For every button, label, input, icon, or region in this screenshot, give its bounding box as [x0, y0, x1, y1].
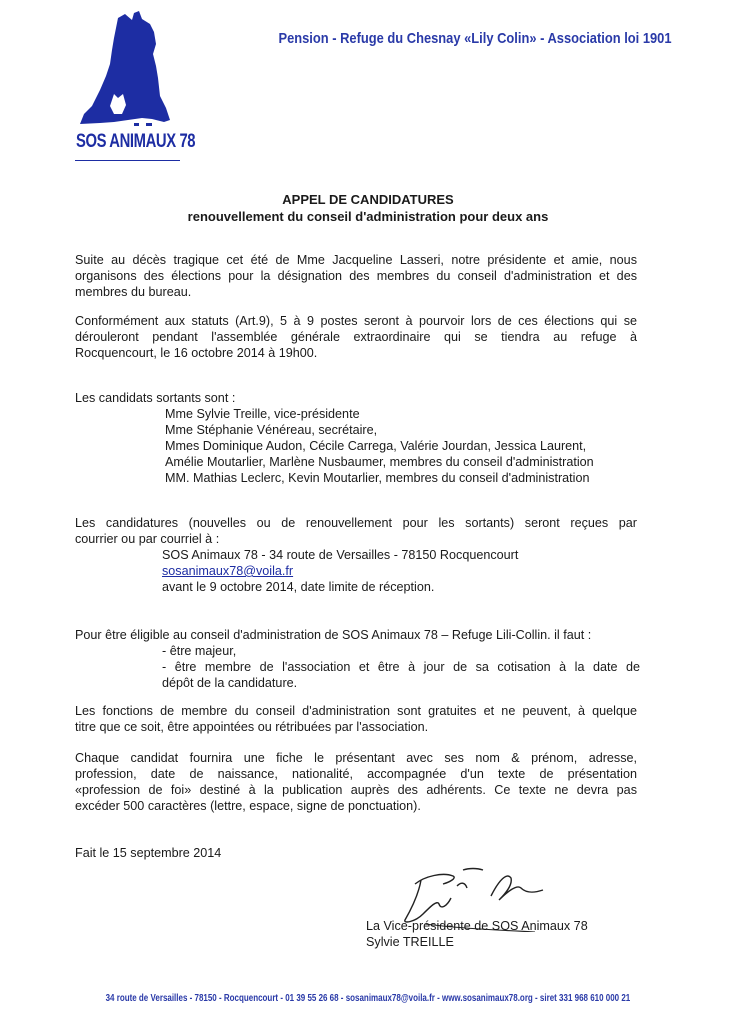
text-line: excéder 500 caractères (lettre, espace, signe de ponctuation).: [75, 799, 421, 813]
list-item: Mme Stéphanie Vénéreau, secrétaire,: [165, 423, 378, 437]
logo-underline: [75, 160, 180, 161]
deadline: avant le 9 octobre 2014, date limite de réception.: [162, 580, 435, 594]
text-line: «profession de foi» destiné à la publication auprès des adhérents. Ce texte ne devra pas: [75, 783, 637, 797]
text-line: Les candidatures (nouvelles ou de renouvellement pour les sortants) seront reçues par: [75, 516, 637, 530]
eligibility-intro: Pour être éligible au conseil d'administration de SOS Animaux 78 – Refuge Lili-Collin. il faut :: [75, 628, 592, 642]
footer-contact: [0, 993, 736, 1004]
text-line: titre que ce soit, être appointées ou rétribuées par l'association.: [75, 720, 429, 734]
text-line: Conformément aux statuts (Art.9), 5 à 9 postes seront à pourvoir lors de ces élections qui se: [75, 314, 637, 328]
text-line: dérouleront pendant l'assemblée générale extraordinaire qui se tiendra au refuge à: [75, 330, 637, 344]
statutes-paragraph: [75, 313, 637, 361]
eligibility-list: [162, 643, 640, 691]
intro-paragraph: [75, 252, 637, 300]
unpaid-functions-paragraph: [75, 703, 637, 735]
signatory-role: La Vice-présidente de SOS Animaux 78: [366, 919, 588, 933]
candidate-form-paragraph: [75, 750, 637, 814]
footer-text: 34 route de Versailles - 78150 - Rocquencourt - 01 39 55 26 68 - sosanimaux78@voila.fr - www.sosanimaux78.org - siret 331 968 610 000 21: [105, 993, 631, 1004]
postal-address: SOS Animaux 78 - 34 route de Versailles - 78150 Rocquencourt: [162, 548, 519, 562]
list-item: MM. Mathias Leclerc, Kevin Moutarlier, membres du conseil d'administration: [165, 471, 590, 485]
association-logo: [70, 10, 195, 170]
document-title: [0, 191, 736, 225]
logo-text: SOS ANIMAUX 78: [76, 131, 196, 152]
list-item: Amélie Moutarlier, Marlène Nusbaumer, membres du conseil d'administration: [165, 455, 594, 469]
text-line: Suite au décès tragique cet été de Mme Jacqueline Lasseri, notre présidente et amie, nous: [75, 253, 637, 267]
list-item: - être membre de l'association et être à jour de sa cotisation à la date de: [162, 660, 640, 674]
email-link[interactable]: sosanimaux78@voila.fr: [162, 564, 294, 578]
title-line-2: renouvellement du conseil d'administration pour deux ans: [187, 209, 549, 224]
text-line: membres du bureau.: [75, 285, 192, 299]
text-line: courrier ou par courriel à :: [75, 532, 220, 546]
outgoing-intro: Les candidats sortants sont :: [75, 391, 236, 405]
date-line: Fait le 15 septembre 2014: [75, 846, 222, 860]
text-line: Rocquencourt, le 16 octobre 2014 à 19h00.: [75, 346, 318, 360]
application-address-block: [162, 547, 640, 595]
text-line: profession, date de naissance, nationalité, accompagnée d'un texte de présentation: [75, 767, 637, 781]
dog-cat-silhouette-icon: [70, 10, 195, 135]
list-item: Mme Sylvie Treille, vice-présidente: [165, 407, 360, 421]
list-item: - être majeur,: [162, 644, 237, 658]
signature-block: [366, 918, 588, 950]
title-line-1: APPEL DE CANDIDATURES: [282, 192, 454, 207]
outgoing-candidates-list: [165, 406, 645, 486]
association-header: Pension - Refuge du Chesnay «Lily Colin» - Association loi 1901: [278, 30, 672, 47]
text-line: organisons des élections pour la désignation des membres du conseil d'administration et des: [75, 269, 637, 283]
applications-paragraph: [75, 515, 637, 547]
text-line: Chaque candidat fournira une fiche le présentant avec ses nom & prénom, adresse,: [75, 751, 637, 765]
list-item: dépôt de la candidature.: [162, 676, 298, 690]
signatory-name: Sylvie TREILLE: [366, 935, 454, 949]
text-line: Les fonctions de membre du conseil d'administration sont gratuites et ne peuvent, à quelque: [75, 704, 637, 718]
list-item: Mmes Dominique Audon, Cécile Carrega, Valérie Jourdan, Jessica Laurent,: [165, 439, 587, 453]
